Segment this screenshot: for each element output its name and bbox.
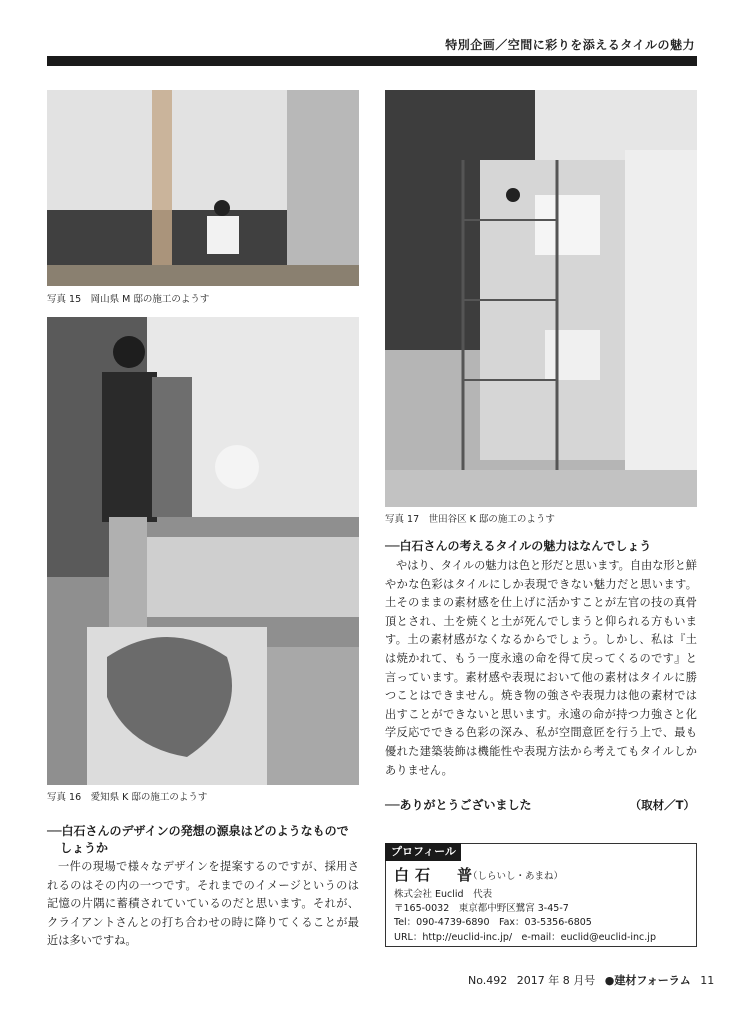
footer-magazine: ●建材フォーラム [604, 974, 691, 987]
profile-tab: プロフィール [385, 843, 461, 861]
running-title: 特別企画／空間に彩りを添えるタイルの魅力 [445, 38, 695, 52]
photo-16-illustration [47, 317, 359, 785]
answer-tile-appeal: やはり、タイルの魅力は色と形だと思います。自由な形と鮮やかな色彩はタイルにしか表現できない魅力だと思います。土そのままの素材感を仕上げに活かすことが左官の技の真骨頂とされ、土を焼くと土が死んでしまうと仰られる方もいます。土の素材感がなくなるからでしょう。しかし、私は『土は焼かれて、もう一度永遠の命を得て戻ってくるのです』と言っています。素材感や表現において他の素材はタイルに勝つことはできません。焼き物の強さや表現力は他の素材では出すことができないと思います。永遠の命が持つ力強さと化学反応でできる色彩の深み、私が空間意匠を行う上で、最も優れた建築装飾は機能性や表現方法から考えてもタイルしかありません。 [385, 559, 697, 777]
profile-address: 〒165-0032 東京都中野区鷺宮 3-45-7 [394, 903, 569, 914]
profile-tel-fax: Tel：090-4739-6890 Fax：03-5356-6805 [394, 917, 592, 928]
profile-box [385, 843, 697, 947]
header-rule [47, 56, 697, 66]
profile-name: 白石 普 [394, 866, 479, 884]
closing-thanks: ──ありがとうございました [385, 798, 532, 812]
profile-url-email: URL：http://euclid-inc.jp/ e-mail：euclid@euclid-inc.jp [394, 932, 656, 943]
profile-reading: （しらいし・あまね） [468, 871, 564, 882]
question-tile-appeal: ──白石さんの考えるタイルの魅力はなんでしょう [385, 539, 652, 553]
photo-16 [47, 317, 359, 785]
photo-15 [47, 90, 359, 286]
interview-credit: （取材／T） [629, 798, 695, 812]
answer-design-source: 一件の現場で様々なデザインを提案するのですが、採用されるのはその内の一つです。それまでのイメージというのは記憶の片隅に蓄積されていているのだと思います。それが、クライアントさんとの打ち合わせの時に降りてくることが最近は多いですね。 [47, 860, 359, 948]
question-design-source-line1: ──白石さんのデザインの発想の源泉はどのようなもので [47, 824, 349, 838]
photo-15-illustration [47, 90, 359, 286]
photo-17-caption: 写真 17 世田谷区 K 邸の施工のようす [385, 514, 555, 525]
question-design-source-line2: しょうか [60, 841, 109, 855]
footer-date: 2017 年 8 月号 [516, 974, 596, 987]
footer-issue: No.492 [468, 974, 508, 987]
page-footer [468, 972, 720, 988]
profile-company: 株式会社 Euclid 代表 [394, 889, 493, 900]
page-number: 11 [700, 974, 715, 987]
question-design-source [47, 823, 359, 857]
photo-17 [385, 90, 697, 507]
photo-15-caption: 写真 15 岡山県 M 邸の施工のようす [47, 294, 210, 305]
photo-17-illustration [385, 90, 697, 507]
photo-16-caption: 写真 16 愛知県 K 邸の施工のようす [47, 792, 208, 803]
